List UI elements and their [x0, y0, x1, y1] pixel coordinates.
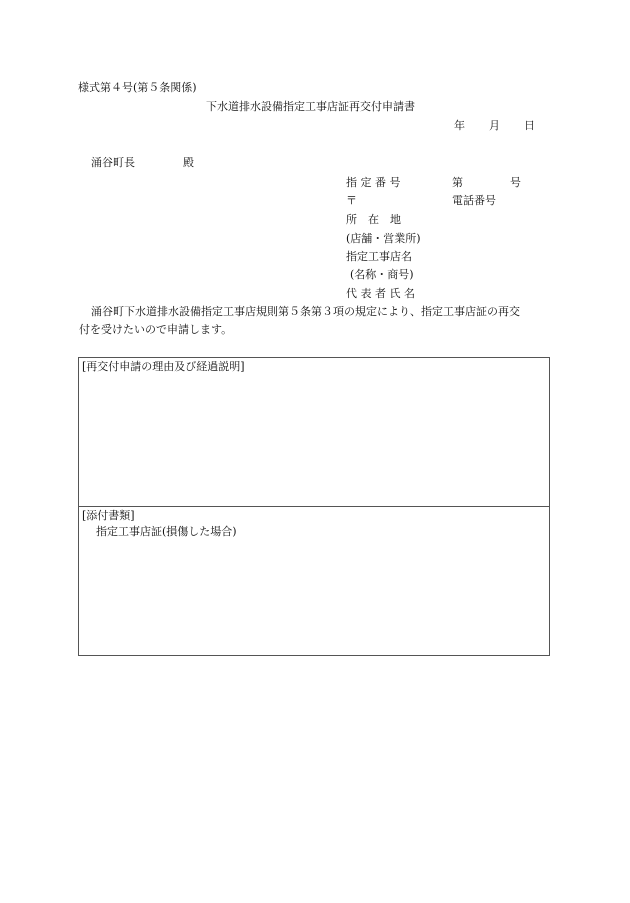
designation-prefix: 第 — [452, 176, 463, 189]
designation-suffix: 号 — [510, 176, 521, 189]
shop-name-sub-label: (名称・商号) — [350, 268, 414, 281]
shop-name-label: 指定工事店名 — [346, 250, 412, 263]
addressee-honorific: 殿 — [183, 156, 194, 169]
designation-number-label: 指 定 番 号 — [346, 176, 401, 189]
date-month: 月 — [489, 119, 500, 132]
location-label: 所 在 地 — [346, 213, 401, 226]
addressee-name: 涌谷町長 — [91, 156, 135, 169]
representative-label: 代 表 者 氏 名 — [346, 287, 415, 300]
document-title: 下水道排水設備指定工事店証再交付申請書 — [206, 100, 415, 113]
date-day: 日 — [524, 119, 535, 132]
form-number: 様式第４号(第５条関係) — [78, 81, 197, 94]
location-sub-label: (店舗・営業所) — [346, 232, 421, 245]
body-text-line-2: 付を受けたいので申請します。 — [79, 323, 233, 336]
phone-label: 電話番号 — [452, 194, 496, 207]
postal-mark: 〒 — [346, 194, 357, 207]
date-year: 年 — [454, 119, 465, 132]
reason-heading: [再交付申請の理由及び経過説明] — [82, 360, 245, 373]
body-text-line-1: 涌谷町下水道排水設備指定工事店規則第５条第３項の規定により、指定工事店証の再交 — [91, 305, 520, 318]
reason-section — [78, 357, 550, 507]
attachments-heading: [添付書類] — [82, 509, 135, 522]
attachment-item: 指定工事店証(損傷した場合) — [96, 525, 237, 538]
attachments-section — [78, 507, 550, 656]
